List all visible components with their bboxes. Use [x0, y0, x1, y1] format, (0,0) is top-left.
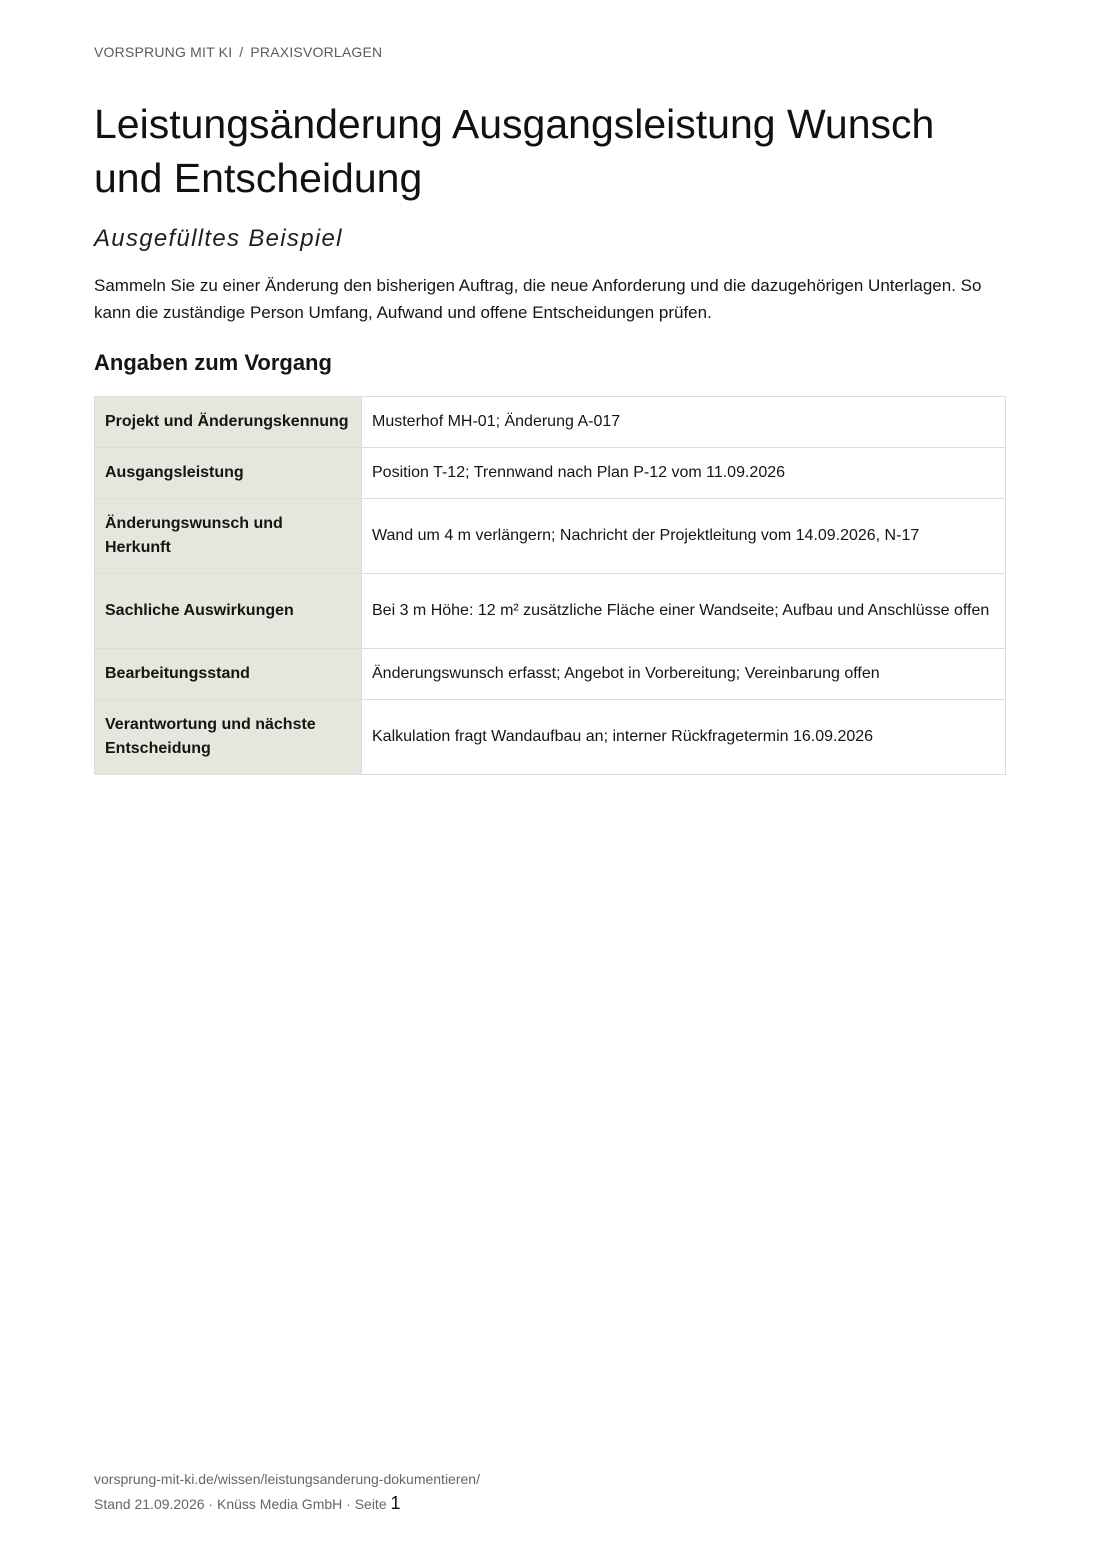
process-details-table — [94, 396, 1006, 775]
table-row-change-request — [95, 499, 1006, 574]
table-value-impacts: Bei 3 m Höhe: 12 m² zusätzliche Fläche einer Wandseite; Aufbau und Anschlüsse offen — [362, 574, 1006, 649]
footer-url: vorsprung-mit-ki.de/wissen/leistungsanderung-dokumentieren/ — [94, 1471, 480, 1487]
breadcrumb-praxisvorlagen: PRAXISVORLAGEN — [250, 44, 383, 60]
table-label-responsibility: Verantwortung und nächste Entscheidung — [95, 700, 362, 775]
table-row-status — [95, 649, 1006, 700]
breadcrumb-separator: / — [239, 44, 244, 60]
page-title: Leistungsänderung Ausgangsleistung Wunsch und Entscheidung — [94, 101, 935, 201]
footer-stand-company: Stand 21.09.2026 · Knüss Media GmbH · Seite — [94, 1496, 387, 1512]
table-value-project-id: Musterhof MH-01; Änderung A-017 — [362, 397, 1006, 448]
intro-paragraph: Sammeln Sie zu einer Änderung den bisherigen Auftrag, die neue Anforderung und die dazugehörigen Unterlagen. So kann die zuständige Person Umfang, Aufwand und offene Entscheidungen prüfen. — [94, 276, 982, 322]
table-label-change-request: Änderungswunsch und Herkunft — [95, 499, 362, 574]
breadcrumb-vorsprung-mit-ki: VORSPRUNG MIT KI — [94, 44, 233, 60]
table-value-status: Änderungswunsch erfasst; Angebot in Vorbereitung; Vereinbarung offen — [362, 649, 1006, 700]
example-subtitle: Ausgefülltes Beispiel — [94, 225, 343, 252]
section-heading-angaben: Angaben zum Vorgang — [94, 350, 332, 375]
table-row-impacts — [95, 574, 1006, 649]
table-label-project-id: Projekt und Änderungskennung — [95, 397, 362, 448]
table-label-status: Bearbeitungsstand — [95, 649, 362, 700]
breadcrumb — [94, 44, 382, 60]
page-footer — [94, 1467, 480, 1516]
page-number: 1 — [390, 1493, 401, 1513]
table-row-responsibility — [95, 700, 1006, 775]
table-value-change-request: Wand um 4 m verlängern; Nachricht der Projektleitung vom 14.09.2026, N-17 — [362, 499, 1006, 574]
table-label-impacts: Sachliche Auswirkungen — [95, 574, 362, 649]
table-label-baseline-service: Ausgangsleistung — [95, 448, 362, 499]
table-row-baseline-service — [95, 448, 1006, 499]
table-value-baseline-service: Position T-12; Trennwand nach Plan P-12 vom 11.09.2026 — [362, 448, 1006, 499]
footer-status-line — [94, 1491, 480, 1516]
table-value-responsibility: Kalkulation fragt Wandaufbau an; interner Rückfragetermin 16.09.2026 — [362, 700, 1006, 775]
table-row-project-id — [95, 397, 1006, 448]
